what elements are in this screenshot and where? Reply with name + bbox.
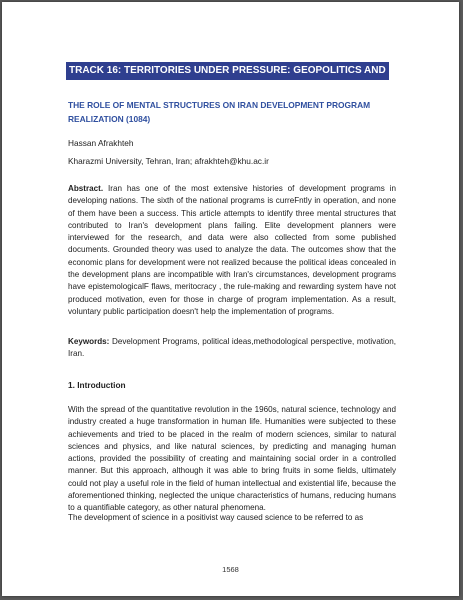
abstract-label: Abstract. — [68, 184, 104, 193]
abstract-paragraph — [68, 183, 396, 318]
document-page — [2, 2, 459, 596]
author-affiliation: Kharazmi University, Tehran, Iran; afrakhteh@khu.ac.ir — [68, 156, 269, 166]
keywords-paragraph — [68, 336, 396, 361]
introduction-paragraph-1: With the spread of the quantitative revolution in the 1960s, natural science, technology and industry created a huge transformation in human life. Humanities were subjected to these achievements and tried to be placed in the realm of modern sciences, similar to natural sciences and physics, and like natural sciences, by predicting and managing human actions, provided the possibility of creating and maintaining social order in a controlled manner. But this approach, although it was able to bring fruits in some fields, ultimately could not play a useful role in the field of human intellectual and existential life, because the aforementioned thinking, neglected the unique characteristics of humans, reducing humans to a quantifiable category, as other natural phenomena. — [68, 405, 396, 513]
author-name: Hassan Afrakhteh — [68, 138, 134, 148]
paper-title: THE ROLE OF MENTAL STRUCTURES ON IRAN DEVELOPMENT PROGRAM REALIZATION (1084) — [68, 100, 371, 124]
page-number: 1568 — [222, 565, 239, 574]
abstract-text: Iran has one of the most extensive histories of development programs in developing nations. The sixth of the national programs is curreFntly in operation, and none of them have been a success. This article attempts to identify three mental structures that contributed to Iran's development plans failing. Elite development planners were interviewed for the research, and data were also collected from some published documents. Grounded theory was used to analyze the data. The outcomes show that the economic plans for development were not realized because the political ideas concealed in the development plans are incompatible with Iran's circumstances, development programs have epistemologicalF flaws, meritocracy , the rule-making and rewarding system have not produced motivation, even for those in charge of program implementation. As a result, voluntary public participation doesn't help the implementation of programs. — [68, 184, 396, 316]
track-heading: TRACK 16: TERRITORIES UNDER PRESSURE: GEOPOLITICS AND PLANNING — [66, 62, 389, 80]
introduction-paragraph-2: The development of science in a positivist way caused science to be referred to as — [68, 513, 364, 522]
introduction-heading: 1. Introduction — [68, 380, 126, 390]
keywords-text: Development Programs, political ideas,methodological perspective, motivation, Iran. — [68, 337, 397, 359]
keywords-label: Keywords: — [68, 337, 110, 346]
